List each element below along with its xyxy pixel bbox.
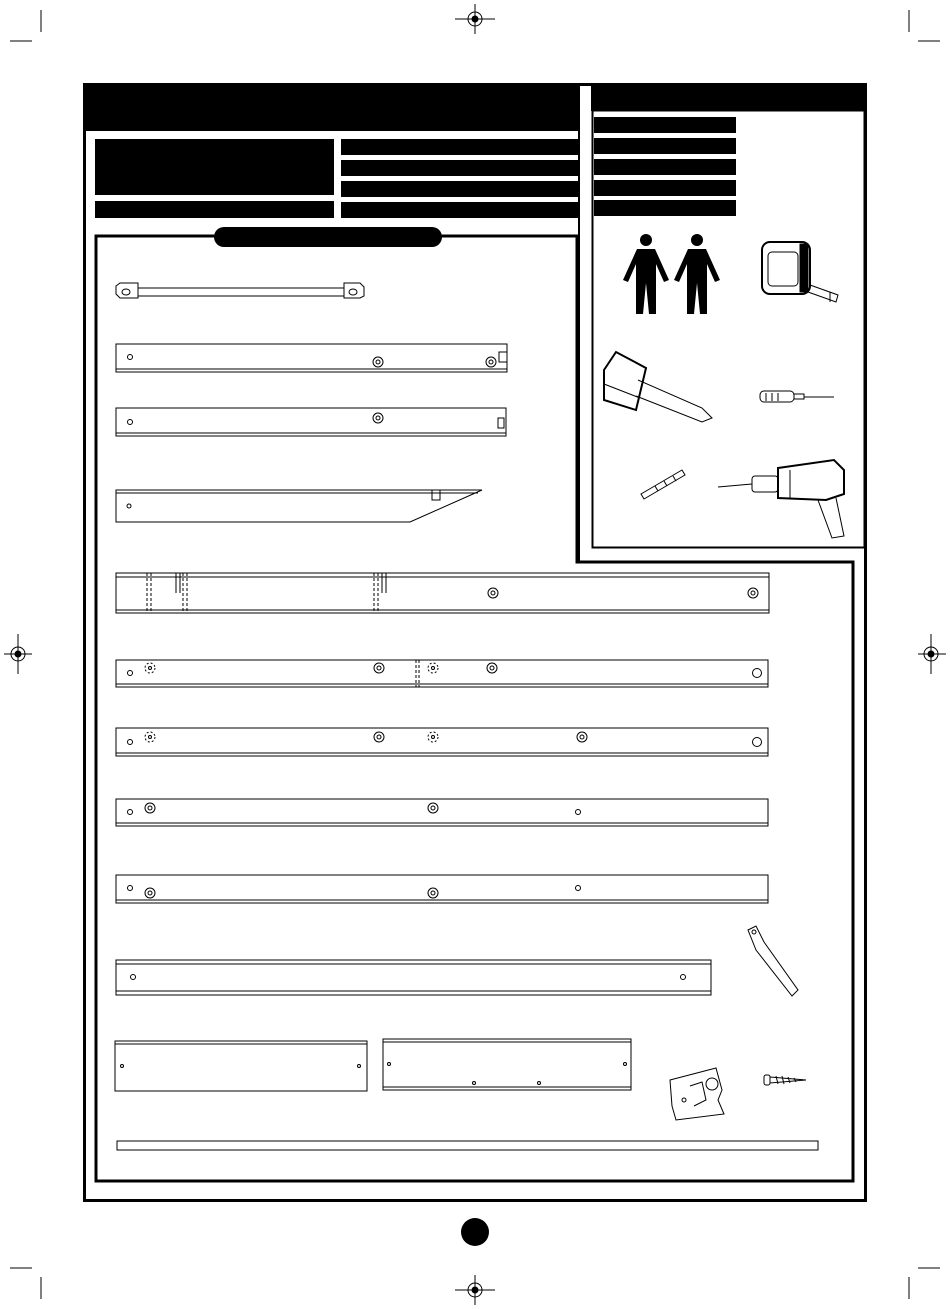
screw-icon [764, 1075, 806, 1085]
hammer-icon [604, 352, 712, 422]
tools-panel-frame [593, 111, 865, 548]
part-angled-brace [116, 490, 482, 522]
bracket-icon [670, 1068, 724, 1120]
part-slat-long [116, 960, 711, 995]
part-rail-1 [116, 344, 507, 372]
registration-mark-bottom [455, 1275, 495, 1305]
tape-measure-icon [762, 242, 838, 302]
power-drill-icon [718, 460, 844, 538]
registration-mark-right [918, 634, 946, 674]
part-panel-left [115, 1041, 367, 1091]
registration-mark-top [455, 4, 495, 34]
part-beam-4 [116, 799, 768, 826]
allen-key-icon [748, 926, 798, 996]
footer-note [120, 1140, 816, 1151]
crop-marks [10, 10, 940, 1299]
part-rail-2 [116, 408, 506, 436]
part-beam-3 [116, 728, 768, 756]
registration-mark-left [4, 634, 32, 674]
page-number [461, 1218, 489, 1246]
two-people-icon [623, 234, 720, 314]
part-panel-right [383, 1039, 631, 1090]
part-tie-rod [116, 283, 364, 298]
part-beam-1 [116, 573, 769, 613]
page-frame [85, 85, 866, 1201]
screwdriver-icon [760, 391, 834, 402]
part-beam-2 [116, 660, 768, 687]
drill-bit-icon [641, 470, 685, 499]
part-beam-5 [116, 875, 768, 903]
